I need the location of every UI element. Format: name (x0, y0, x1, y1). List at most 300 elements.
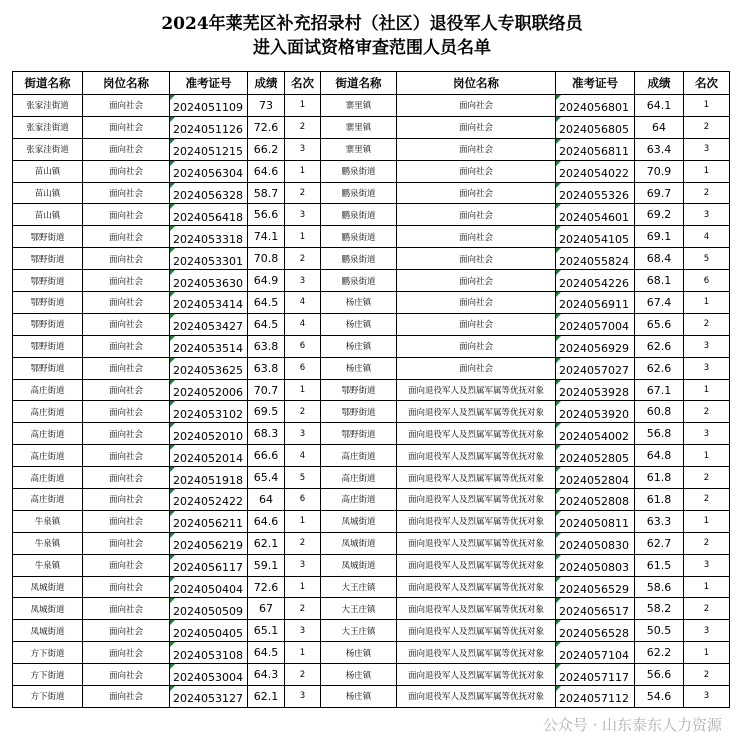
cell-street-name: 凤城街道 (13, 598, 83, 620)
cell-street-name: 高庄街道 (13, 423, 83, 445)
cell-position-name: 面向社会 (397, 313, 556, 335)
table-row (13, 401, 730, 423)
cell-rank: 1 (285, 226, 321, 248)
cell-score: 50.5 (635, 620, 684, 642)
cell-score: 63.8 (248, 335, 285, 357)
cell-ticket-number: 2024053127 (170, 686, 248, 708)
cell-ticket-number: 2024053108 (170, 642, 248, 664)
cell-street-name: 方下街道 (13, 686, 83, 708)
cell-rank: 1 (684, 642, 730, 664)
cell-ticket-number: 2024050405 (170, 620, 248, 642)
cell-score: 65.1 (248, 620, 285, 642)
cell-street-name: 鄂野街道 (13, 226, 83, 248)
cell-ticket-number: 2024053102 (170, 401, 248, 423)
cell-ticket-number: 2024052805 (556, 445, 635, 467)
cell-rank: 1 (684, 445, 730, 467)
cell-street-name: 鄂野街道 (321, 423, 397, 445)
cell-rank: 5 (285, 467, 321, 489)
cell-score: 68.4 (635, 248, 684, 270)
cell-street-name: 高庄街道 (321, 489, 397, 511)
table-row (13, 379, 730, 401)
cell-street-name: 高庄街道 (13, 489, 83, 511)
cell-position-name: 面向社会 (83, 204, 170, 226)
cell-street-name: 鄂野街道 (13, 248, 83, 270)
cell-position-name: 面向社会 (83, 423, 170, 445)
header-rank: 名次 (285, 72, 321, 95)
cell-score: 69.7 (635, 182, 684, 204)
cell-ticket-number: 2024052010 (170, 423, 248, 445)
header-rank: 名次 (684, 72, 730, 95)
cell-ticket-number: 2024052808 (556, 489, 635, 511)
cell-score: 64.5 (248, 313, 285, 335)
cell-position-name: 面向退役军人及烈属军属等优抚对象 (397, 401, 556, 423)
cell-score: 58.2 (635, 598, 684, 620)
table-row (13, 423, 730, 445)
cell-score: 68.3 (248, 423, 285, 445)
cell-ticket-number: 2024054022 (556, 160, 635, 182)
cell-score: 64.8 (635, 445, 684, 467)
cell-position-name: 面向社会 (397, 357, 556, 379)
cell-position-name: 面向社会 (83, 620, 170, 642)
cell-score: 65.4 (248, 467, 285, 489)
cell-street-name: 苗山镇 (13, 182, 83, 204)
cell-ticket-number: 2024055326 (556, 182, 635, 204)
cell-score: 64 (248, 489, 285, 511)
cell-street-name: 方下街道 (13, 642, 83, 664)
cell-ticket-number: 2024056801 (556, 95, 635, 117)
cell-ticket-number: 2024056418 (170, 204, 248, 226)
cell-ticket-number: 2024053414 (170, 292, 248, 314)
cell-score: 67 (248, 598, 285, 620)
table-row (13, 489, 730, 511)
cell-score: 64.6 (248, 510, 285, 532)
table-row (13, 642, 730, 664)
cell-rank: 2 (684, 116, 730, 138)
cell-rank: 3 (684, 554, 730, 576)
cell-ticket-number: 2024056929 (556, 335, 635, 357)
cell-street-name: 鹏泉街道 (321, 160, 397, 182)
cell-street-name: 寨里镇 (321, 116, 397, 138)
cell-ticket-number: 2024056219 (170, 532, 248, 554)
cell-rank: 3 (684, 138, 730, 160)
table-row (13, 270, 730, 292)
cell-score: 70.7 (248, 379, 285, 401)
cell-street-name: 高庄街道 (321, 445, 397, 467)
cell-score: 74.1 (248, 226, 285, 248)
cell-position-name: 面向社会 (83, 664, 170, 686)
cell-rank: 1 (684, 292, 730, 314)
cell-street-name: 鹏泉街道 (321, 270, 397, 292)
cell-score: 69.2 (635, 204, 684, 226)
cell-ticket-number: 2024056805 (556, 116, 635, 138)
cell-position-name: 面向社会 (397, 160, 556, 182)
cell-street-name: 张家洼街道 (13, 116, 83, 138)
table-row (13, 576, 730, 598)
cell-street-name: 苗山镇 (13, 160, 83, 182)
header-ticket-number: 准考证号 (170, 72, 248, 95)
cell-street-name: 凤城街道 (321, 510, 397, 532)
cell-street-name: 鄂野街道 (13, 270, 83, 292)
cell-position-name: 面向社会 (83, 445, 170, 467)
cell-score: 66.6 (248, 445, 285, 467)
cell-ticket-number: 2024056811 (556, 138, 635, 160)
cell-ticket-number: 2024056117 (170, 554, 248, 576)
header-score: 成绩 (248, 72, 285, 95)
cell-score: 68.1 (635, 270, 684, 292)
cell-rank: 2 (285, 116, 321, 138)
cell-rank: 6 (285, 489, 321, 511)
cell-position-name: 面向退役军人及烈属军属等优抚对象 (397, 510, 556, 532)
cell-score: 62.7 (635, 532, 684, 554)
cell-rank: 5 (684, 248, 730, 270)
cell-score: 64.1 (635, 95, 684, 117)
table-header-row (13, 72, 730, 95)
cell-position-name: 面向退役军人及烈属军属等优抚对象 (397, 664, 556, 686)
cell-score: 60.8 (635, 401, 684, 423)
cell-ticket-number: 2024053920 (556, 401, 635, 423)
cell-ticket-number: 2024056529 (556, 576, 635, 598)
cell-street-name: 杨庄镇 (321, 335, 397, 357)
cell-ticket-number: 2024056328 (170, 182, 248, 204)
cell-rank: 2 (684, 182, 730, 204)
cell-ticket-number: 2024056304 (170, 160, 248, 182)
cell-rank: 1 (285, 160, 321, 182)
cell-position-name: 面向社会 (83, 335, 170, 357)
cell-score: 61.8 (635, 489, 684, 511)
cell-position-name: 面向退役军人及烈属军属等优抚对象 (397, 423, 556, 445)
table-row (13, 204, 730, 226)
cell-score: 61.5 (635, 554, 684, 576)
cell-position-name: 面向社会 (83, 510, 170, 532)
cell-score: 70.9 (635, 160, 684, 182)
cell-rank: 2 (684, 467, 730, 489)
cell-ticket-number: 2024053301 (170, 248, 248, 270)
cell-rank: 2 (684, 598, 730, 620)
cell-rank: 3 (684, 357, 730, 379)
cell-score: 62.6 (635, 357, 684, 379)
cell-rank: 2 (684, 401, 730, 423)
cell-ticket-number: 2024054002 (556, 423, 635, 445)
cell-rank: 2 (684, 489, 730, 511)
cell-street-name: 鄂野街道 (13, 335, 83, 357)
cell-rank: 4 (285, 445, 321, 467)
cell-position-name: 面向退役军人及烈属军属等优抚对象 (397, 445, 556, 467)
cell-rank: 1 (684, 510, 730, 532)
table-row (13, 160, 730, 182)
cell-ticket-number: 2024053928 (556, 379, 635, 401)
cell-position-name: 面向社会 (397, 270, 556, 292)
cell-position-name: 面向社会 (83, 270, 170, 292)
cell-score: 72.6 (248, 576, 285, 598)
cell-ticket-number: 2024057004 (556, 313, 635, 335)
cell-position-name: 面向退役军人及烈属军属等优抚对象 (397, 554, 556, 576)
cell-score: 56.8 (635, 423, 684, 445)
cell-rank: 1 (285, 642, 321, 664)
header-position-name: 岗位名称 (397, 72, 556, 95)
cell-position-name: 面向社会 (83, 642, 170, 664)
cell-rank: 3 (285, 138, 321, 160)
cell-rank: 2 (285, 532, 321, 554)
cell-ticket-number: 2024057104 (556, 642, 635, 664)
cell-street-name: 高庄街道 (321, 467, 397, 489)
cell-position-name: 面向社会 (83, 532, 170, 554)
cell-street-name: 鹏泉街道 (321, 182, 397, 204)
cell-position-name: 面向社会 (397, 292, 556, 314)
cell-rank: 6 (285, 335, 321, 357)
cell-position-name: 面向社会 (83, 467, 170, 489)
cell-score: 69.5 (248, 401, 285, 423)
cell-ticket-number: 2024050811 (556, 510, 635, 532)
cell-street-name: 大王庄镇 (321, 576, 397, 598)
cell-street-name: 高庄街道 (13, 401, 83, 423)
cell-position-name: 面向社会 (397, 116, 556, 138)
cell-rank: 4 (285, 292, 321, 314)
cell-score: 64.9 (248, 270, 285, 292)
cell-street-name: 鹏泉街道 (321, 248, 397, 270)
cell-rank: 2 (285, 248, 321, 270)
header-street-name: 街道名称 (13, 72, 83, 95)
table-row (13, 313, 730, 335)
cell-rank: 1 (684, 576, 730, 598)
cell-rank: 3 (285, 204, 321, 226)
document-subtitle: 进入面试资格审查范围人员名单 (253, 38, 491, 58)
cell-score: 56.6 (635, 664, 684, 686)
cell-street-name: 杨庄镇 (321, 292, 397, 314)
cell-street-name: 大王庄镇 (321, 598, 397, 620)
cell-position-name: 面向社会 (83, 313, 170, 335)
cell-position-name: 面向社会 (83, 160, 170, 182)
cell-score: 66.2 (248, 138, 285, 160)
table-row (13, 138, 730, 160)
cell-street-name: 凤城街道 (321, 554, 397, 576)
cell-street-name: 高庄街道 (13, 379, 83, 401)
cell-street-name: 苗山镇 (13, 204, 83, 226)
cell-score: 73 (248, 95, 285, 117)
cell-rank: 3 (684, 204, 730, 226)
cell-position-name: 面向社会 (83, 182, 170, 204)
cell-rank: 3 (684, 620, 730, 642)
cell-score: 64.6 (248, 160, 285, 182)
header-street-name: 街道名称 (321, 72, 397, 95)
cell-rank: 1 (285, 510, 321, 532)
cell-rank: 1 (285, 576, 321, 598)
watermark: 公众号 · 山东泰东人力资源 (542, 716, 722, 734)
cell-position-name: 面向退役军人及烈属军属等优抚对象 (397, 642, 556, 664)
cell-rank: 4 (285, 313, 321, 335)
cell-ticket-number: 2024052006 (170, 379, 248, 401)
cell-ticket-number: 2024054601 (556, 204, 635, 226)
cell-rank: 1 (285, 379, 321, 401)
cell-position-name: 面向社会 (397, 204, 556, 226)
cell-score: 61.8 (635, 467, 684, 489)
cell-ticket-number: 2024051126 (170, 116, 248, 138)
cell-street-name: 鄂野街道 (321, 401, 397, 423)
table-row (13, 664, 730, 686)
cell-street-name: 鹏泉街道 (321, 204, 397, 226)
cell-ticket-number: 2024052014 (170, 445, 248, 467)
table-row (13, 686, 730, 708)
cell-street-name: 高庄街道 (13, 467, 83, 489)
table-row (13, 182, 730, 204)
cell-position-name: 面向社会 (83, 116, 170, 138)
cell-rank: 1 (684, 379, 730, 401)
cell-position-name: 面向社会 (83, 489, 170, 511)
cell-ticket-number: 2024056528 (556, 620, 635, 642)
cell-position-name: 面向退役军人及烈属军属等优抚对象 (397, 686, 556, 708)
table-body (13, 95, 730, 708)
table-row (13, 95, 730, 117)
cell-ticket-number: 2024053630 (170, 270, 248, 292)
cell-rank: 4 (684, 226, 730, 248)
cell-ticket-number: 2024053318 (170, 226, 248, 248)
cell-street-name: 牛泉镇 (13, 532, 83, 554)
cell-position-name: 面向退役军人及烈属军属等优抚对象 (397, 467, 556, 489)
cell-ticket-number: 2024055824 (556, 248, 635, 270)
cell-score: 62.2 (635, 642, 684, 664)
cell-ticket-number: 2024054226 (556, 270, 635, 292)
cell-ticket-number: 2024057112 (556, 686, 635, 708)
cell-score: 58.7 (248, 182, 285, 204)
cell-score: 59.1 (248, 554, 285, 576)
cell-ticket-number: 2024050803 (556, 554, 635, 576)
cell-ticket-number: 2024051215 (170, 138, 248, 160)
cell-rank: 3 (285, 554, 321, 576)
cell-score: 64.3 (248, 664, 285, 686)
cell-score: 69.1 (635, 226, 684, 248)
cell-position-name: 面向社会 (83, 401, 170, 423)
cell-score: 63.8 (248, 357, 285, 379)
cell-ticket-number: 2024056911 (556, 292, 635, 314)
cell-ticket-number: 2024053004 (170, 664, 248, 686)
cell-street-name: 杨庄镇 (321, 686, 397, 708)
cell-rank: 6 (285, 357, 321, 379)
cell-position-name: 面向退役军人及烈属军属等优抚对象 (397, 532, 556, 554)
cell-score: 72.6 (248, 116, 285, 138)
cell-position-name: 面向社会 (83, 686, 170, 708)
header-position-name: 岗位名称 (83, 72, 170, 95)
cell-street-name: 寨里镇 (321, 95, 397, 117)
cell-score: 64.5 (248, 292, 285, 314)
cell-rank: 1 (285, 95, 321, 117)
cell-street-name: 高庄街道 (13, 445, 83, 467)
cell-street-name: 鹏泉街道 (321, 226, 397, 248)
cell-score: 56.6 (248, 204, 285, 226)
cell-ticket-number: 2024050830 (556, 532, 635, 554)
cell-ticket-number: 2024051918 (170, 467, 248, 489)
cell-position-name: 面向退役军人及烈属军属等优抚对象 (397, 576, 556, 598)
header-score: 成绩 (635, 72, 684, 95)
cell-ticket-number: 2024050509 (170, 598, 248, 620)
cell-position-name: 面向社会 (83, 95, 170, 117)
cell-score: 63.3 (635, 510, 684, 532)
cell-street-name: 鄂野街道 (321, 379, 397, 401)
cell-score: 62.1 (248, 532, 285, 554)
table-row (13, 226, 730, 248)
cell-score: 62.6 (635, 335, 684, 357)
table-row (13, 335, 730, 357)
cell-ticket-number: 2024051109 (170, 95, 248, 117)
cell-street-name: 张家洼街道 (13, 95, 83, 117)
cell-street-name: 鄂野街道 (13, 292, 83, 314)
cell-score: 58.6 (635, 576, 684, 598)
cell-position-name: 面向社会 (397, 226, 556, 248)
table-row (13, 598, 730, 620)
cell-rank: 2 (684, 532, 730, 554)
cell-rank: 3 (285, 686, 321, 708)
cell-position-name: 面向退役军人及烈属军属等优抚对象 (397, 489, 556, 511)
cell-rank: 3 (285, 620, 321, 642)
cell-street-name: 方下街道 (13, 664, 83, 686)
cell-position-name: 面向社会 (83, 138, 170, 160)
cell-rank: 3 (285, 423, 321, 445)
cell-street-name: 张家洼街道 (13, 138, 83, 160)
cell-position-name: 面向退役军人及烈属军属等优抚对象 (397, 379, 556, 401)
cell-street-name: 大王庄镇 (321, 620, 397, 642)
table-row (13, 467, 730, 489)
cell-score: 67.1 (635, 379, 684, 401)
table-row (13, 445, 730, 467)
header-ticket-number: 准考证号 (556, 72, 635, 95)
cell-street-name: 凤城街道 (13, 576, 83, 598)
cell-ticket-number: 2024052804 (556, 467, 635, 489)
cell-street-name: 牛泉镇 (13, 510, 83, 532)
cell-ticket-number: 2024053427 (170, 313, 248, 335)
cell-street-name: 杨庄镇 (321, 313, 397, 335)
cell-score: 63.4 (635, 138, 684, 160)
cell-rank: 3 (684, 335, 730, 357)
cell-rank: 3 (684, 686, 730, 708)
cell-position-name: 面向社会 (83, 248, 170, 270)
cell-rank: 2 (285, 664, 321, 686)
cell-street-name: 鄂野街道 (13, 313, 83, 335)
cell-position-name: 面向社会 (83, 292, 170, 314)
cell-ticket-number: 2024057117 (556, 664, 635, 686)
cell-street-name: 杨庄镇 (321, 357, 397, 379)
cell-score: 64.5 (248, 642, 285, 664)
cell-ticket-number: 2024057027 (556, 357, 635, 379)
cell-rank: 3 (684, 423, 730, 445)
cell-rank: 3 (285, 270, 321, 292)
cell-ticket-number: 2024053514 (170, 335, 248, 357)
cell-ticket-number: 2024053625 (170, 357, 248, 379)
table-row (13, 116, 730, 138)
cell-ticket-number: 2024052422 (170, 489, 248, 511)
cell-position-name: 面向社会 (397, 182, 556, 204)
cell-position-name: 面向社会 (83, 226, 170, 248)
cell-position-name: 面向社会 (83, 554, 170, 576)
cell-ticket-number: 2024056517 (556, 598, 635, 620)
cell-street-name: 杨庄镇 (321, 642, 397, 664)
cell-ticket-number: 2024050404 (170, 576, 248, 598)
table-row (13, 510, 730, 532)
cell-score: 62.1 (248, 686, 285, 708)
cell-position-name: 面向社会 (83, 576, 170, 598)
cell-rank: 2 (285, 182, 321, 204)
cell-street-name: 凤城街道 (13, 620, 83, 642)
cell-score: 64 (635, 116, 684, 138)
table-row (13, 248, 730, 270)
cell-position-name: 面向社会 (83, 357, 170, 379)
cell-rank: 2 (684, 313, 730, 335)
cell-position-name: 面向社会 (397, 95, 556, 117)
cell-score: 67.4 (635, 292, 684, 314)
cell-ticket-number: 2024056211 (170, 510, 248, 532)
document-title: 2024年莱芜区补充招录村（社区）退役军人专职联络员 (161, 14, 583, 34)
cell-street-name: 寨里镇 (321, 138, 397, 160)
table-row (13, 357, 730, 379)
cell-street-name: 牛泉镇 (13, 554, 83, 576)
cell-rank: 1 (684, 160, 730, 182)
